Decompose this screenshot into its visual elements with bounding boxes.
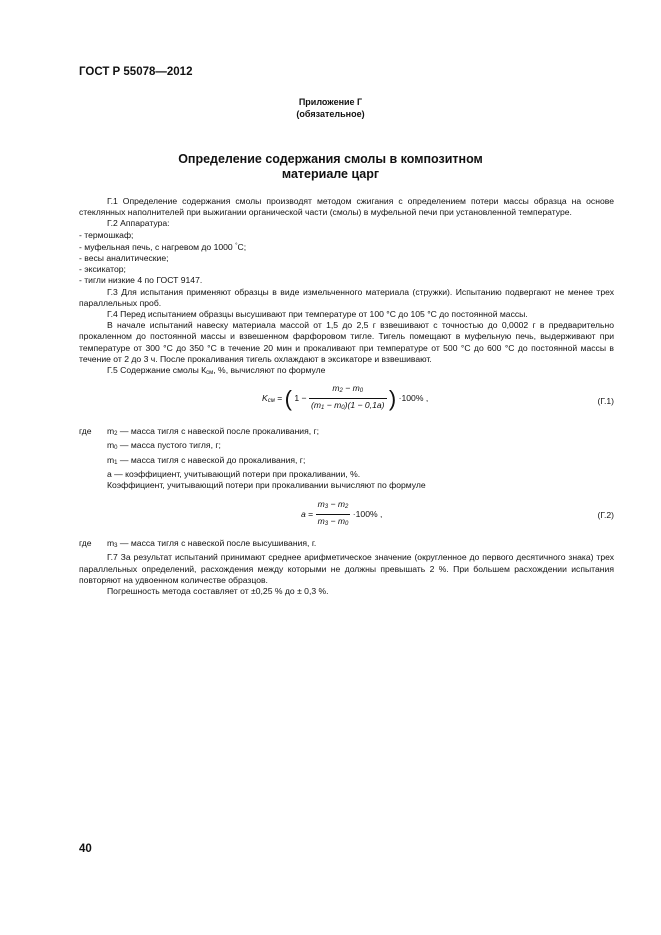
legend-item: $m_3$ — масса тигля с навеской после высушивания, г. (107, 538, 317, 550)
paragraph-g4-cont: В начале испытаний навеску материала массой от 1,5 до 2,5 г взвешивают с точностью до 0,0002 г в предварительно прокаленном до постоянной массы и взвешенном фарфоровом тигле. Тигель помещают в муфельную печь, выдерживают при температуре от 300 °С до 350 °С в течение 20 мин и прокаливают при температуре от 500 °С до 600 °С до постоянной массы в течение от 2 до 3 ч. После прокаливания тигель охлаждают в эксикаторе и взвешивают. (79, 320, 614, 364)
formula-g2 (79, 497, 614, 535)
apparatus-item: - термошкаф; (79, 229, 134, 240)
paragraph-g4: Г.4 Перед испытанием образцы высушивают при температуре от 100 °С до 105 °С до постоянной массы. (107, 309, 528, 320)
legend-item: а — коэффициент, учитывающий потери при прокаливании, %. (107, 468, 361, 479)
document-body (79, 196, 614, 597)
legend-where: где (79, 538, 92, 549)
paragraph-coef-intro: Коэффициент, учитывающий потери при прокаливании вычисляют по формуле (107, 480, 426, 491)
paragraph-accuracy: Погрешность метода составляет от ±0,25 % до ± 0,3 %. (107, 586, 329, 597)
paragraph-g1: Г.1 Определение содержания смолы производят методом сжигания с определением потери массы образца на основе стеклянных наполнителей при выжигании органической части (смолы) в муфельной печи при установленной температуре. (79, 196, 614, 218)
page-number: 40 (79, 843, 92, 855)
paragraph-g5: Г.5 Содержание смолы $К_{см}$, %, вычисляют по формуле (107, 365, 326, 377)
legend-item: $m_1$ — масса тигля с навеской до прокаливания, г; (107, 454, 306, 466)
apparatus-item: - тигли низкие 4 по ГОСТ 9147. (79, 275, 203, 286)
paragraph-g7: Г.7 За результат испытаний принимают среднее арифметическое значение (округленное до первого десятичного знака) трех параллельных определений, расхождения между которыми не должны превышать 2 %. При большем расхождении испытания повторяют на удвоенном количестве образцов. (79, 552, 614, 585)
legend-g2 (79, 538, 614, 552)
formula-g1-expression: $K_{см}$ = ( 1 − $\frac{m_2 - m_0}{(m_1 - m_0)(1 - 0,1a)}$ ) ·100% , (262, 383, 429, 412)
appendix-heading (0, 96, 661, 120)
paragraph-g3: Г.3 Для испытания применяют образцы в виде измельченного материала (стружки). Испытанию подвергают не менее трех параллельных проб. (79, 286, 614, 308)
standard-header: ГОСТ Р 55078—2012 (79, 66, 193, 78)
formula-g1-number: (Г.1) (597, 396, 614, 407)
title-line-2: материале царг (281, 167, 380, 181)
apparatus-item: - муфельная печь, с нагревом до 1000 °С; (79, 241, 247, 252)
formula-g2-number: (Г.2) (597, 510, 614, 521)
legend-item: $m_0$ — масса пустого тигля, г; (107, 440, 221, 452)
formula-g2-expression: a = $\frac{m_3 - m_2}{m_3 - m_0}$ ·100% , (301, 499, 383, 528)
title-line-1: Определение содержания смолы в композитном (178, 152, 483, 166)
legend-item: $m_2$ — масса тигля с навеской после прокаливания, г; (107, 426, 320, 438)
apparatus-item: - весы аналитические; (79, 253, 169, 264)
apparatus-item: - эксикатор; (79, 264, 126, 275)
section-title (0, 152, 661, 182)
appendix-status: (обязательное) (296, 109, 365, 119)
legend-g1 (79, 426, 614, 491)
legend-where: где (79, 426, 92, 437)
appendix-label: Приложение Г (298, 97, 363, 107)
formula-g1 (79, 383, 614, 423)
paragraph-g2-heading: Г.2 Аппаратура: (107, 218, 170, 229)
